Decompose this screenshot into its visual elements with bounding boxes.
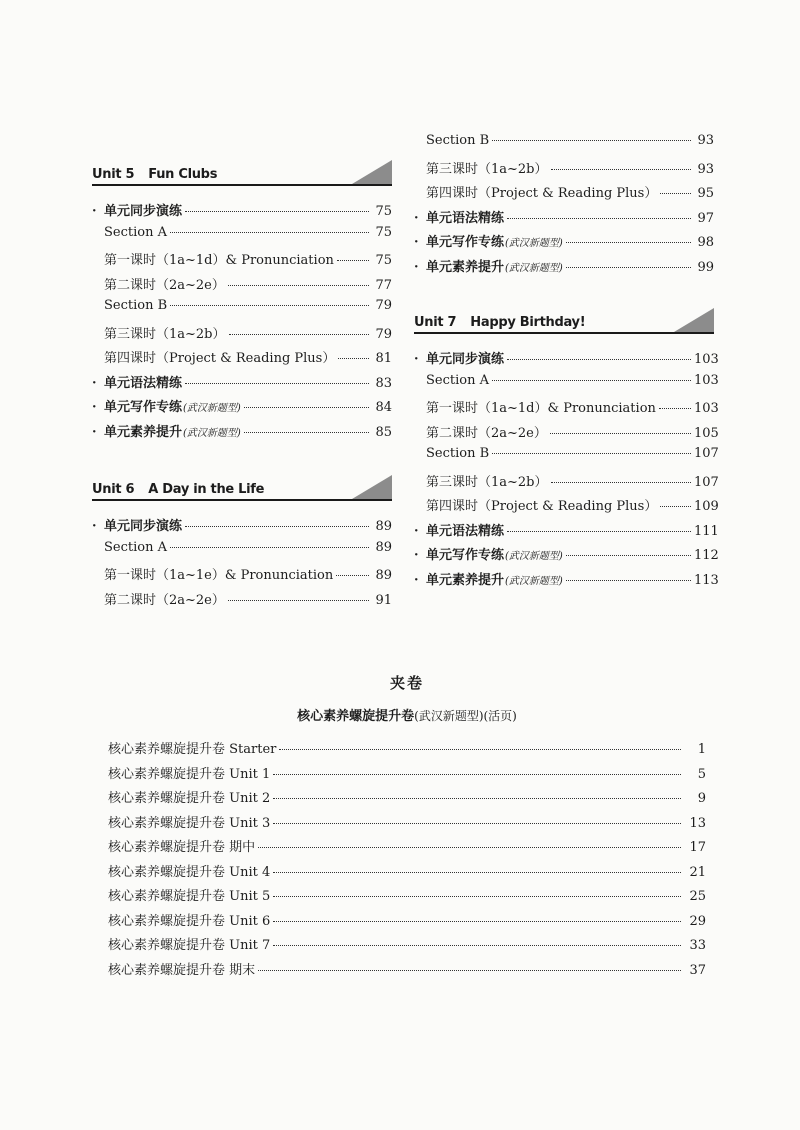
appendix-subtitle-note: (武汉新题型)(活页) — [414, 709, 517, 723]
toc-entry-label: 第四课时（Project & Reading Plus） — [426, 186, 658, 201]
dot-leader — [273, 872, 681, 873]
dot-leader — [566, 267, 691, 268]
toc-entry-label: 核心素养螺旋提升卷 Unit 7 — [108, 938, 271, 953]
dot-leader — [492, 380, 691, 381]
toc-entry-label: 单元语法精练 — [104, 375, 183, 391]
toc-entry[interactable] — [414, 471, 719, 496]
unit-number: Unit 6 — [92, 482, 135, 497]
toc-entry-page: 105 — [694, 425, 719, 441]
toc-entry-label: Section B — [426, 446, 490, 461]
dot-leader — [170, 232, 369, 233]
dot-leader — [244, 407, 369, 408]
bullet-icon: · — [414, 235, 419, 250]
dot-leader — [273, 921, 681, 922]
toc-entry-label: 第一课时（1a~1d）& Pronunciation — [426, 401, 656, 416]
toc-entry[interactable] — [414, 569, 719, 594]
unit-name: Happy Birthday! — [470, 315, 586, 330]
toc-entry-label: 核心素养螺旋提升卷 Starter — [108, 742, 277, 757]
toc-entry[interactable] — [414, 231, 714, 256]
toc-entry-label: 单元语法精练 — [426, 523, 505, 539]
toc-entry[interactable] — [414, 544, 719, 569]
toc-entry-page: 81 — [375, 351, 392, 366]
toc-entry-label: 单元同步演练 — [426, 352, 505, 367]
toc-entry[interactable] — [108, 836, 706, 861]
toc-entry[interactable] — [414, 520, 719, 545]
toc-entry-note: (武汉新题型) — [183, 403, 241, 414]
toc-entry-label: Section A — [104, 224, 167, 240]
dot-leader — [258, 847, 681, 848]
toc-entry[interactable] — [92, 396, 392, 421]
unit5-header — [92, 162, 392, 186]
toc-entry[interactable] — [92, 323, 392, 348]
dot-leader — [507, 531, 691, 532]
bullet-icon: · — [414, 210, 419, 226]
header-triangle-decoration — [674, 308, 714, 332]
toc-entry-page: 13 — [689, 815, 706, 831]
toc-entry[interactable] — [414, 182, 714, 207]
dot-leader — [228, 285, 369, 286]
toc-entry-page: 85 — [375, 424, 392, 440]
unit-number: Unit 7 — [414, 315, 457, 330]
dot-leader — [228, 600, 369, 601]
header-triangle-decoration — [352, 475, 392, 499]
toc-entry-page: 103 — [694, 352, 719, 367]
toc-entry-page: 1 — [697, 742, 706, 757]
toc-entry[interactable] — [108, 763, 706, 788]
unit-name: A Day in the Life — [148, 482, 265, 497]
toc-entry-page: 103 — [694, 401, 719, 416]
dot-leader — [566, 242, 691, 243]
toc-entry-page: 79 — [375, 326, 392, 342]
toc-entry-label: 核心素养螺旋提升卷 期末 — [108, 962, 256, 978]
bullet-icon: · — [92, 375, 97, 391]
toc-entry-label: 第二课时（2a~2e） — [426, 425, 547, 441]
toc-entry[interactable] — [108, 959, 706, 984]
toc-entry-page: 93 — [697, 161, 714, 177]
dot-leader — [551, 169, 691, 170]
toc-entry-page: 103 — [694, 372, 719, 388]
toc-entry-page: 75 — [375, 204, 392, 219]
bullet-icon: · — [414, 523, 419, 539]
toc-entry[interactable] — [92, 200, 392, 225]
toc-entry-label: 单元写作专练 — [104, 400, 183, 415]
toc-entry[interactable] — [414, 133, 714, 158]
toc-entry-page: 77 — [375, 277, 392, 293]
toc-entry[interactable] — [414, 422, 719, 447]
toc-entry-label: 第一课时（1a~1e）& Pronunciation — [104, 568, 334, 583]
toc-entry-page: 75 — [375, 253, 392, 268]
dot-leader — [551, 482, 691, 483]
unit-name: Fun Clubs — [148, 167, 218, 182]
toc-entry-page: 97 — [697, 210, 714, 226]
bullet-icon: · — [414, 572, 419, 588]
toc-entry-label: Section A — [104, 539, 167, 555]
toc-entry[interactable] — [92, 347, 392, 372]
bullet-icon: · — [92, 400, 97, 415]
appendix-subtitle — [108, 705, 706, 724]
toc-entry-label: 单元语法精练 — [426, 210, 505, 226]
toc-entry-label: 核心素养螺旋提升卷 Unit 4 — [108, 864, 271, 880]
toc-entry[interactable] — [414, 348, 719, 373]
toc-entry-page: 79 — [375, 298, 392, 313]
toc-entry-label: Section A — [426, 372, 489, 388]
toc-entry[interactable] — [92, 515, 392, 540]
unit5-title — [92, 167, 217, 182]
toc-entry-note: (武汉新题型) — [505, 551, 563, 562]
bullet-icon: · — [92, 424, 97, 440]
appendix-subtitle-text: 核心素养螺旋提升卷 — [297, 709, 415, 724]
dot-leader — [273, 945, 681, 946]
appendix-title: 夹卷 — [389, 674, 424, 692]
toc-entry[interactable] — [414, 207, 714, 232]
unit7-title — [414, 315, 585, 330]
dot-leader — [507, 359, 691, 360]
dot-leader — [170, 305, 369, 306]
toc-entry-label: 核心素养螺旋提升卷 Unit 2 — [108, 791, 271, 806]
dot-leader — [660, 506, 691, 507]
dot-leader — [279, 749, 681, 750]
toc-entry-note: (武汉新题型) — [505, 238, 563, 249]
toc-entry-page: 107 — [694, 446, 719, 461]
toc-entry-label: 第三课时（1a~2b） — [104, 326, 226, 342]
toc-entry-page: 33 — [689, 938, 706, 953]
toc-entry-page: 95 — [697, 186, 714, 201]
toc-entry-label: 核心素养螺旋提升卷 Unit 3 — [108, 815, 271, 831]
bullet-icon: · — [414, 352, 419, 367]
toc-entry-label: 核心素养螺旋提升卷 期中 — [108, 840, 256, 855]
dot-leader — [185, 211, 369, 212]
toc-entry-page: 37 — [689, 962, 706, 978]
toc-entry-note: (武汉新题型) — [505, 575, 563, 587]
toc-entry[interactable] — [92, 372, 392, 397]
bullet-icon: · — [92, 519, 97, 534]
bullet-icon: · — [414, 548, 419, 563]
toc-entry-label: 核心素养螺旋提升卷 Unit 5 — [108, 889, 271, 904]
dot-leader — [550, 433, 691, 434]
toc-entry[interactable] — [108, 812, 706, 837]
toc-entry[interactable] — [414, 158, 714, 183]
dot-leader — [659, 408, 691, 409]
toc-entry[interactable] — [108, 787, 706, 812]
toc-entry[interactable] — [414, 256, 714, 281]
unit5-entries — [92, 200, 392, 445]
toc-entry-page: 5 — [697, 766, 706, 782]
toc-entry[interactable] — [92, 589, 392, 614]
toc-entry-page: 111 — [694, 523, 719, 539]
toc-entry-page: 75 — [375, 224, 392, 240]
toc-entry[interactable] — [414, 495, 719, 520]
toc-entry-label: 第三课时（1a~2b） — [426, 161, 548, 177]
dot-leader — [492, 453, 691, 454]
unit6-continued-entries — [414, 133, 714, 280]
toc-entry-page: 99 — [697, 259, 714, 275]
toc-entry-label: 单元素养提升 — [426, 259, 505, 275]
dot-leader — [273, 774, 681, 775]
toc-entry-page: 89 — [375, 539, 392, 555]
dot-leader — [338, 358, 369, 359]
toc-entry-page: 84 — [375, 400, 392, 415]
dot-leader — [170, 547, 369, 548]
toc-entry[interactable] — [92, 249, 392, 274]
dot-leader — [337, 260, 369, 261]
dot-leader — [273, 896, 681, 897]
toc-entry-page: 29 — [689, 913, 706, 929]
toc-entry[interactable] — [414, 372, 719, 398]
toc-entry-label: 单元同步演练 — [104, 519, 183, 534]
toc-entry[interactable] — [108, 861, 706, 886]
toc-entry-page: 112 — [694, 548, 719, 563]
toc-entry-page: 91 — [375, 592, 392, 608]
toc-entry-note: (武汉新题型) — [505, 262, 563, 274]
appendix-entries — [108, 738, 706, 983]
dot-leader — [244, 432, 369, 433]
right-column — [414, 133, 719, 593]
unit-number: Unit 5 — [92, 167, 135, 182]
dot-leader — [273, 798, 681, 799]
toc-entry-page: 89 — [375, 568, 392, 583]
toc-entry[interactable] — [92, 298, 392, 323]
toc-entry-note: (武汉新题型) — [183, 427, 241, 439]
dot-leader — [185, 526, 369, 527]
toc-entry-page: 109 — [694, 499, 719, 514]
toc-entry-page: 9 — [697, 791, 706, 806]
dot-leader — [507, 218, 691, 219]
toc-entry[interactable] — [92, 421, 392, 446]
toc-entry-label: 第四课时（Project & Reading Plus） — [104, 351, 336, 366]
unit7-header — [414, 310, 714, 334]
dot-leader — [566, 580, 691, 581]
unit6-entries — [92, 515, 392, 613]
header-triangle-decoration — [352, 160, 392, 184]
bullet-icon: · — [414, 259, 419, 275]
toc-entry-page: 83 — [375, 375, 392, 391]
toc-entry[interactable] — [92, 274, 392, 299]
toc-entry[interactable] — [92, 225, 392, 250]
left-column — [92, 162, 392, 613]
dot-leader — [229, 334, 369, 335]
toc-entry-page: 107 — [694, 474, 719, 490]
toc-entry-page: 21 — [689, 864, 706, 880]
toc-entry-label: 第三课时（1a~2b） — [426, 474, 548, 490]
toc-entry[interactable] — [92, 540, 392, 565]
unit6-title — [92, 482, 264, 497]
toc-entry-label: 第二课时（2a~2e） — [104, 592, 225, 608]
dot-leader — [185, 383, 369, 384]
toc-entry[interactable] — [108, 738, 706, 763]
toc-entry-page: 17 — [689, 840, 706, 855]
toc-entry[interactable] — [414, 446, 719, 471]
toc-entry-label: 第四课时（Project & Reading Plus） — [426, 499, 658, 514]
dot-leader — [258, 970, 681, 971]
toc-entry-label: Section B — [426, 133, 490, 148]
toc-entry[interactable] — [108, 910, 706, 935]
toc-entry-label: 核心素养螺旋提升卷 Unit 1 — [108, 766, 271, 782]
appendix-section — [108, 672, 706, 983]
toc-entry-page: 89 — [375, 519, 392, 534]
dot-leader — [336, 575, 369, 576]
dot-leader — [273, 823, 681, 824]
toc-entry-page: 113 — [694, 572, 719, 588]
toc-entry-label: 单元写作专练 — [426, 548, 505, 563]
toc-entry[interactable] — [92, 564, 392, 589]
toc-entry-page: 93 — [697, 133, 714, 148]
toc-entry-label: 核心素养螺旋提升卷 Unit 6 — [108, 913, 271, 929]
toc-entry-label: 单元写作专练 — [426, 235, 505, 250]
dot-leader — [566, 555, 691, 556]
toc-entry-page: 25 — [689, 889, 706, 904]
toc-entry-label: 单元素养提升 — [426, 572, 505, 588]
toc-entry-label: Section B — [104, 298, 168, 313]
toc-entry-label: 第一课时（1a~1d）& Pronunciation — [104, 253, 334, 268]
unit7-entries — [414, 348, 719, 593]
toc-entry[interactable] — [108, 934, 706, 959]
toc-entry-label: 第二课时（2a~2e） — [104, 277, 225, 293]
toc-entry-page: 98 — [697, 235, 714, 250]
toc-entry-label: 单元同步演练 — [104, 204, 183, 219]
dot-leader — [660, 193, 691, 194]
toc-entry[interactable] — [108, 885, 706, 910]
unit6-header — [92, 477, 392, 501]
toc-entry[interactable] — [414, 397, 719, 422]
bullet-icon: · — [92, 204, 97, 219]
dot-leader — [492, 140, 691, 141]
toc-entry-label: 单元素养提升 — [104, 424, 183, 440]
